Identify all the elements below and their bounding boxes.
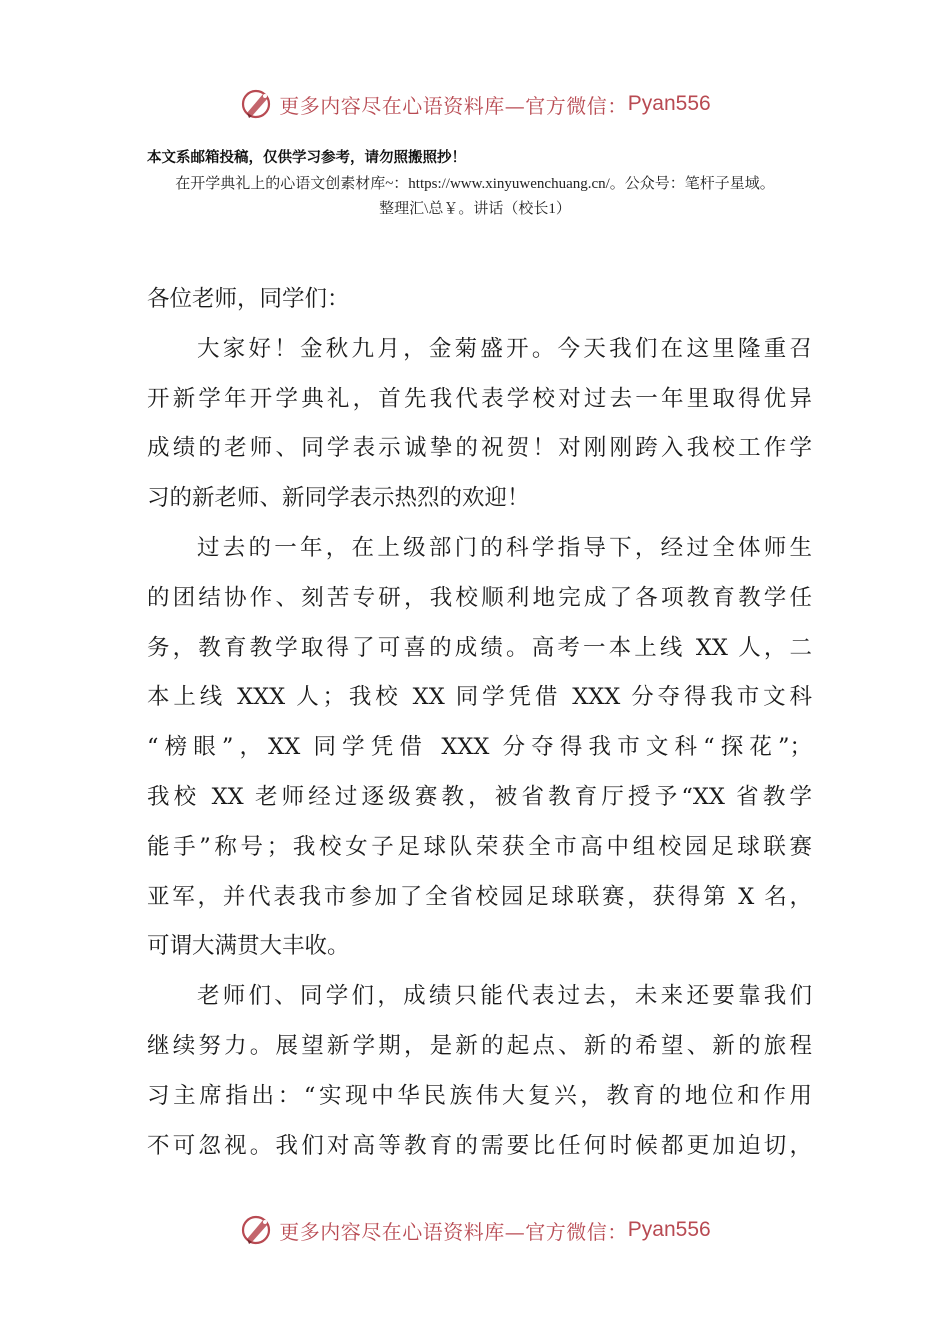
banner-text: 更多内容尽在心语资料库—官方微信： [279,93,628,118]
body-line: 亚军，并代表我市参加了全省校园足球联赛，获得第 X 名， [147,883,812,910]
wechat-id: Pyan556 [627,92,711,115]
body-line: 本上线 XXX 人；我校 XX 同学凭借 XXX 分夺得我市文科 [147,684,812,711]
body-line: 的团结协作、刻苦专研，我校顺利地完成了各项教育教学任 [147,584,812,611]
top-banner [0,84,950,124]
source-line-2: 整理汇\总￥。讲话（校长1） [379,201,571,217]
source-line-1: 在开学典礼上的心语文创素材库~：https://www.xinyuwenchuang.cn/。公众号：笔杆子星域。 [175,176,775,192]
speech-body [147,275,812,1171]
copy-notice: 本文系邮箱投稿，仅供学习参考，请勿照搬照抄！ [147,149,466,166]
body-line: 习主席指出：“实现中华民族伟大复兴，教育的地位和作用 [147,1082,812,1109]
pen-logo-icon [239,86,275,122]
body-line: 务，教育教学取得了可喜的成绩。高考一本上线 XX 人，二 [147,634,812,661]
bottom-banner [0,1210,950,1250]
body-line: 过去的一年，在上级部门的科学指导下，经过全体师生 [197,534,812,561]
body-line: 不可忽视。我们对高等教育的需要比任何时候都更加迫切， [147,1132,812,1159]
body-line: “榜眼”，XX 同学凭借 XXX 分夺得我市文科“探花”； [147,734,812,761]
banner-text: 更多内容尽在心语资料库—官方微信： [279,1219,628,1244]
body-line: 继续努力。展望新学期，是新的起点、新的希望、新的旅程 [147,1032,812,1059]
body-line: 开新学年开学典礼，首先我代表学校对过去一年里取得优异 [147,385,812,412]
body-line: 成绩的老师、同学表示诚挚的祝贺！对刚刚跨入我校工作学 [147,435,812,462]
body-line: 我校 XX 老师经过逐级赛教，被省教育厅授予“XX 省教学 [147,783,812,810]
banner-content [239,86,710,122]
body-line: 老师们、同学们，成绩只能代表过去，未来还要靠我们 [197,983,812,1010]
body-line: 能手”称号；我校女子足球队荣获全市高中组校园足球联赛 [147,833,812,860]
body-line: 可谓大满贯大丰收。 [147,933,350,960]
banner-content [239,1212,710,1248]
wechat-id: Pyan556 [627,1218,711,1241]
salutation-line: 各位老师，同学们： [147,286,350,312]
body-line: 习的新老师、新同学表示热烈的欢迎！ [147,485,530,512]
pen-logo-icon [239,1212,275,1248]
body-line: 大家好！金秋九月，金菊盛开。今天我们在这里隆重召 [197,335,812,362]
